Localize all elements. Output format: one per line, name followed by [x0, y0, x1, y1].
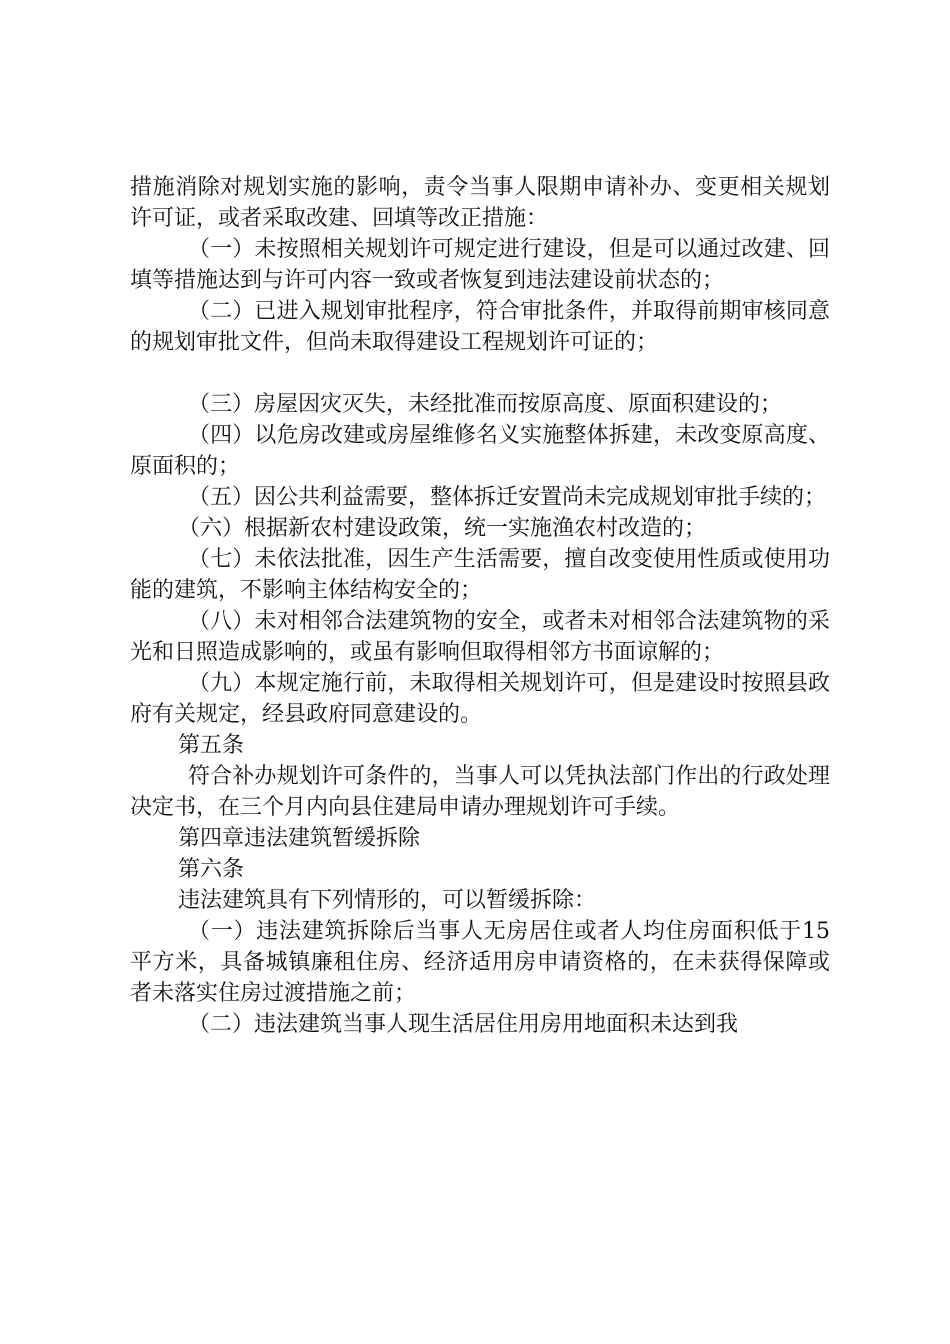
- article-6-intro: 违法建筑具有下列情形的，可以暂缓拆除：: [178, 888, 597, 913]
- paragraph-item-4: （四）以危房改建或房屋维修名义实施整体拆建，未改变原高度、原面积的；: [130, 423, 830, 479]
- paragraph-item-5: （五）因公共利益需要，整体拆迁安置尚未完成规划审批手续的；: [188, 485, 827, 510]
- paragraph-item-7: （七）未依法批准，因生产生活需要，擅自改变使用性质或使用功能的建筑，不影响主体结构安全的；: [130, 547, 830, 603]
- paragraph-intro: 措施消除对规划实施的影响，责令当事人限期申请补办、变更相关规划许可证，或者采取改建、回填等改正措施：: [130, 175, 830, 231]
- paragraph-item-8: （八）未对相邻合法建筑物的安全，或者未对相邻合法建筑物的采光和日照造成影响的，或虽有影响但取得相邻方书面谅解的；: [130, 609, 830, 665]
- article-6-heading: 第六条: [178, 857, 245, 882]
- document-body: [130, 172, 830, 1040]
- paragraph-item-2: （二）已进入规划审批程序，符合审批条件，并取得前期审核同意的规划审批文件，但尚未取得建设工程规划许可证的；: [130, 299, 830, 355]
- paragraph-item-6: （六）根据新农村建设政策，统一实施渔农村改造的；: [178, 516, 707, 541]
- article-6-item-1: （一）违法建筑拆除后当事人无房居住或者人均住房面积低于15平方米，具备城镇廉租住房、经济适用房申请资格的，在未获得保障或者未落实住房过渡措施之前；: [130, 919, 830, 1006]
- article-5-heading: 第五条: [178, 733, 245, 758]
- paragraph-item-9: （九）本规定施行前，未取得相关规划许可，但是建设时按照县政府有关规定，经县政府同意建设的。: [130, 671, 830, 727]
- paragraph-item-1: （一）未按照相关规划许可规定进行建设，但是可以通过改建、回填等措施达到与许可内容一致或者恢复到违法建设前状态的；: [130, 237, 830, 293]
- paragraph-item-3: （三）房屋因灾灭失，未经批准而按原高度、原面积建设的；: [188, 392, 783, 417]
- article-6-item-2: （二）违法建筑当事人现生活居住用房用地面积未达到我: [188, 1012, 739, 1037]
- chapter-4-heading: 第四章违法建筑暂缓拆除: [178, 826, 421, 851]
- article-5-body: 符合补办规划许可条件的，当事人可以凭执法部门作出的行政处理决定书，在三个月内向县住建局申请办理规划许可手续。: [130, 764, 830, 820]
